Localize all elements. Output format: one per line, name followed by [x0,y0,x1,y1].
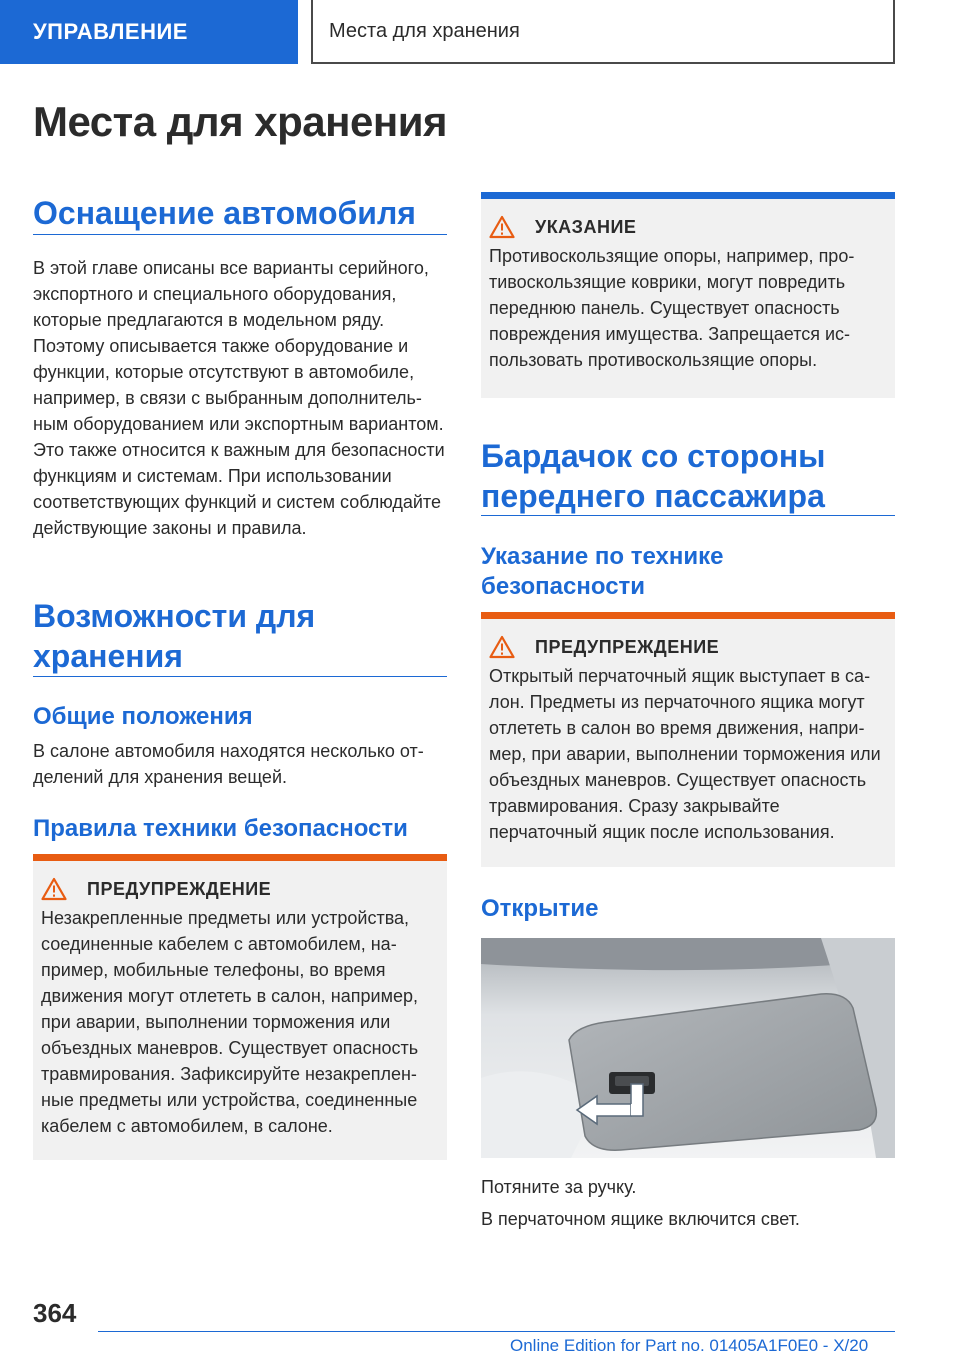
warning-text: Открытый перчаточный ящик выступает в салон. Предметы из перчаточного ящика могут отлететь в салон во время движения, например, при аварии, выполнении торможения или объездных маневров. Существует опасность травмирования. Сразу закрывайте перчаточный ящик после использования. [489,666,881,842]
heading-safety-note-line2: безопасности [481,573,646,600]
equipment-paragraph: В этой главе описаны все варианты серийного, экспортного и специального оборудования, которые предлагаются в модельном ряду. Поэтому описывается также оборудование и функции, которые отсутствуют в автомобиле, например, в связи с выбранным дополнительным оборудованием или экспортным вариантом. Это также относится к важным для безопасности функциям и системам. При использовании соответствующих функций и систем соблюдайте действующие законы и правила. [33,258,445,538]
heading-storage [33,596,447,676]
heading-storage-line1: Возможности для [33,598,316,634]
heading-glovebox-line2: переднего пассажира [481,478,825,514]
heading-rule [33,234,447,235]
glovebox-illustration [481,938,895,1158]
heading-safety-note [481,542,895,602]
heading-rule [33,676,447,677]
notice-label: УКАЗАНИЕ [535,216,637,237]
notice-box [481,192,895,398]
warning-text: Незакрепленные предметы или устройства, соединенные кабелем с автомобилем, например, мобильные телефоны, во время движения могут отлететь в салон, например, при аварии, выполнении торможения или объездных маневров. Существует опасность травмирования. Зафиксируйте незакрепленные предметы или устройства, соединенные кабелем с автомобилем, в салоне. [41,908,419,1136]
warning-box-right [481,612,895,867]
heading-opening: Открытие [481,895,599,922]
notice-triangle-icon [489,215,515,239]
heading-storage-line2: хранения [33,638,183,674]
warning-header [481,619,895,659]
warning-triangle-icon [41,877,67,901]
footer-edition-text: Online Edition for Part no. 01405A1F0E0 - X/20 [510,1336,869,1355]
section-header [311,0,895,64]
step-pull-handle: Потяните за ручку. [481,1177,637,1197]
page-title: Места для хранения [33,98,448,145]
heading-glovebox-line1: Бардачок со стороны [481,438,826,474]
notice-header [481,199,895,239]
warning-header [33,861,447,901]
glovebox-photo [481,938,895,1158]
heading-safety-rules: Правила техники безопасности [33,815,408,842]
warning-label: ПРЕДУПРЕЖДЕНИЕ [87,878,272,899]
footer-rule [98,1331,895,1332]
warning-triangle-icon [489,635,515,659]
warning-box-left [33,854,447,1160]
section-tab: УПРАВЛЕНИЕ [0,0,298,64]
general-paragraph: В салоне автомобиля находятся несколько отделений для хранения вещей. [33,741,424,787]
step-light-on: В перчаточном ящике включится свет. [481,1209,800,1229]
notice-text: Противоскользящие опоры, например, противоскользящие коврики, могут повредить переднюю панель. Существует опасность повреждения имущества. Запрещается использовать противоскользящие опоры. [489,246,855,370]
heading-equipment: Оснащение автомобиля [33,195,416,231]
section-header-title: Места для хранения [329,19,520,42]
heading-glovebox [481,436,895,516]
heading-general: Общие положения [33,703,253,730]
heading-rule [481,515,895,516]
heading-safety-note-line1: Указание по технике [481,543,724,570]
page-number: 364 [33,1298,77,1328]
warning-label: ПРЕДУПРЕЖДЕНИЕ [535,636,720,657]
